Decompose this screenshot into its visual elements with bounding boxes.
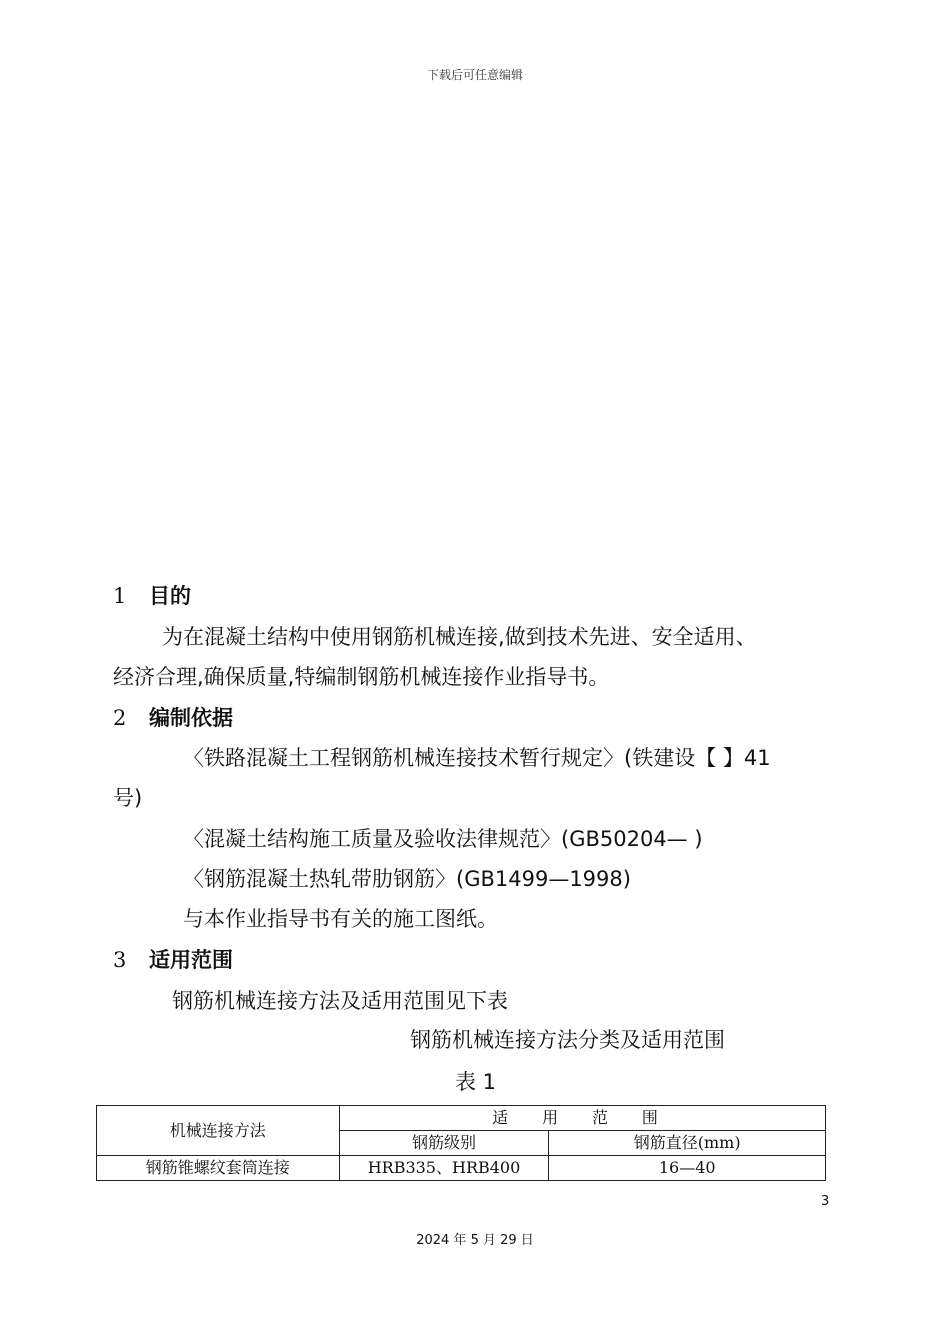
page-number: 3 [821,1194,830,1209]
header-diameter: 钢筋直径(mm) [549,1131,826,1156]
section-heading-basis [113,702,233,732]
purpose-line-2: 经济合理,确保质量,特编制钢筋机械连接作业指导书。 [113,665,610,689]
section-number: 3 [113,948,127,972]
basis-item-1-line-2: 号) [113,786,143,810]
basis-item-1-line-1: 〈铁路混凝土工程钢筋机械连接技术暂行规定〉(铁建设【 】41 [183,746,771,770]
header-method: 机械连接方法 [97,1106,340,1156]
section-title: 适用范围 [149,948,233,972]
header-grade: 钢筋级别 [339,1131,549,1156]
cell-method: 钢筋锥螺纹套筒连接 [97,1156,340,1181]
header-scope-text: 适 用 范 围 [492,1108,673,1127]
section-number: 1 [113,584,127,608]
section-title: 编制依据 [149,706,233,730]
basis-item-2: 〈混凝土结构施工质量及验收法律规范〉(GB50204— ) [183,827,703,851]
scope-intro: 钢筋机械连接方法及适用范围见下表 [172,989,508,1013]
cell-grade: HRB335、HRB400 [339,1156,549,1181]
table-label: 表 1 [455,1070,497,1094]
table-title: 钢筋机械连接方法分类及适用范围 [410,1028,725,1052]
purpose-line-1: 为在混凝土结构中使用钢筋机械连接,做到技术先进、安全适用、 [162,625,757,649]
header-scope [339,1106,825,1131]
basis-item-4: 与本作业指导书有关的施工图纸。 [183,907,498,931]
connection-methods-table [96,1105,826,1181]
section-heading-purpose [113,580,191,610]
header-note: 下载后可任意编辑 [426,68,523,82]
section-number: 2 [113,706,127,730]
footer-date: 2024 年 5 月 29 日 [416,1233,534,1248]
table-row [97,1156,826,1181]
cell-diameter: 16—40 [549,1156,826,1181]
basis-item-3: 〈钢筋混凝土热轧带肋钢筋〉(GB1499—1998) [183,867,631,891]
section-title: 目的 [149,584,191,608]
section-heading-scope [113,944,233,974]
